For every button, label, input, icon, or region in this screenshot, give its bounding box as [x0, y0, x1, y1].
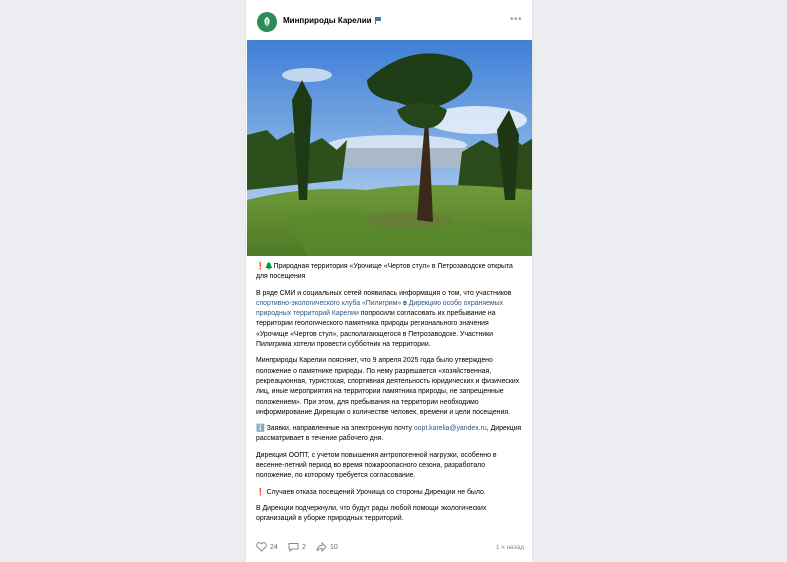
exclamation-icon: ❗: [256, 263, 265, 270]
comment-count: 2: [302, 543, 306, 551]
p3-text-b: , Дирекция рассматривает в течение рабочего дня.: [256, 425, 522, 443]
post-photo[interactable]: [247, 40, 533, 256]
share-arrow-icon: [316, 542, 327, 552]
email-link[interactable]: oopt.karelia@yandex.ru: [413, 425, 487, 433]
author-name[interactable]: [283, 16, 381, 25]
comment-icon: [288, 542, 299, 552]
post-title-text: Природная территория «Урочище «Чертов стул» в Петрозаводске открыта для посещения: [256, 263, 513, 281]
landscape-photo: [247, 40, 533, 256]
p3-text-a: Заявки, направленные на электронную почту: [266, 425, 414, 433]
post-title: [256, 262, 522, 283]
more-options-icon[interactable]: •••: [509, 14, 522, 25]
repost-button[interactable]: [316, 542, 338, 552]
directorate-link[interactable]: Дирекцию особо охраняемых природных территорий Карелии: [256, 299, 504, 318]
p1-text-b: в: [401, 299, 409, 307]
comment-button[interactable]: [288, 542, 306, 552]
post-header: [246, 0, 533, 40]
info-icon: ℹ️: [256, 425, 265, 433]
author-name-text[interactable]: Минприроды Карелии: [283, 16, 372, 25]
repost-count: 10: [330, 543, 338, 551]
avatar[interactable]: [257, 12, 277, 32]
paragraph-5: [256, 488, 522, 498]
p1-text-a: В ряде СМИ и социальных сетей появилась информация о том, что участников: [256, 289, 512, 297]
paragraph-6: В Дирекции подчеркнули, что будут рады любой помощи экологических организаций в уборке природных территорий.: [256, 504, 487, 523]
paragraph-1: [256, 289, 522, 351]
like-count: 24: [270, 543, 278, 551]
p1-text-c: попросили согласовать их пребывание на территории геологического памятника природы регионального значения «Урочище «Чертов стул», располагающегося в Петрозаводске. Участники Пилигрима хотели провести субботник на территории.: [256, 310, 496, 349]
like-button[interactable]: [256, 542, 278, 552]
paragraph-4: Дирекция ООПТ, с учетом повышения антропогенной нагрузки, особенно в весенне-летний период во время пожароопасного сезона, разработало положение, по которому требуется согласование.: [256, 451, 497, 480]
post-card: [245, 0, 533, 562]
paragraph-3: [256, 424, 522, 445]
exclamation-icon: ❗: [256, 488, 265, 496]
leaf-logo-icon: [261, 16, 273, 28]
paragraph-2: Минприроды Карелии поясняет, что 9 апреля 2025 года было утверждено положение о памятнике природы. По нему разрешается «хозяйственная, рекреационная, туристская, спортивная деятельность юридических и физических лиц, иные мероприятия на территории памятника природы, не запрещенные положением». При этом, для пребывания на территории необходимо информирование Дирекции о количестве человек, времени и цели посещения.: [256, 357, 520, 416]
club-link[interactable]: спортивно-экологического клуба «Пилигрим»: [256, 299, 402, 307]
tree-icon: 🌲: [264, 263, 274, 270]
post-text: [256, 262, 522, 531]
post-timestamp[interactable]: 1 ч назад: [495, 544, 524, 551]
heart-icon: [256, 542, 267, 552]
verified-flag-icon: [375, 17, 381, 24]
p5-text: Случаев отказа посещений Урочища со стороны Дирекции не было.: [266, 488, 486, 496]
post-footer: [256, 540, 524, 556]
